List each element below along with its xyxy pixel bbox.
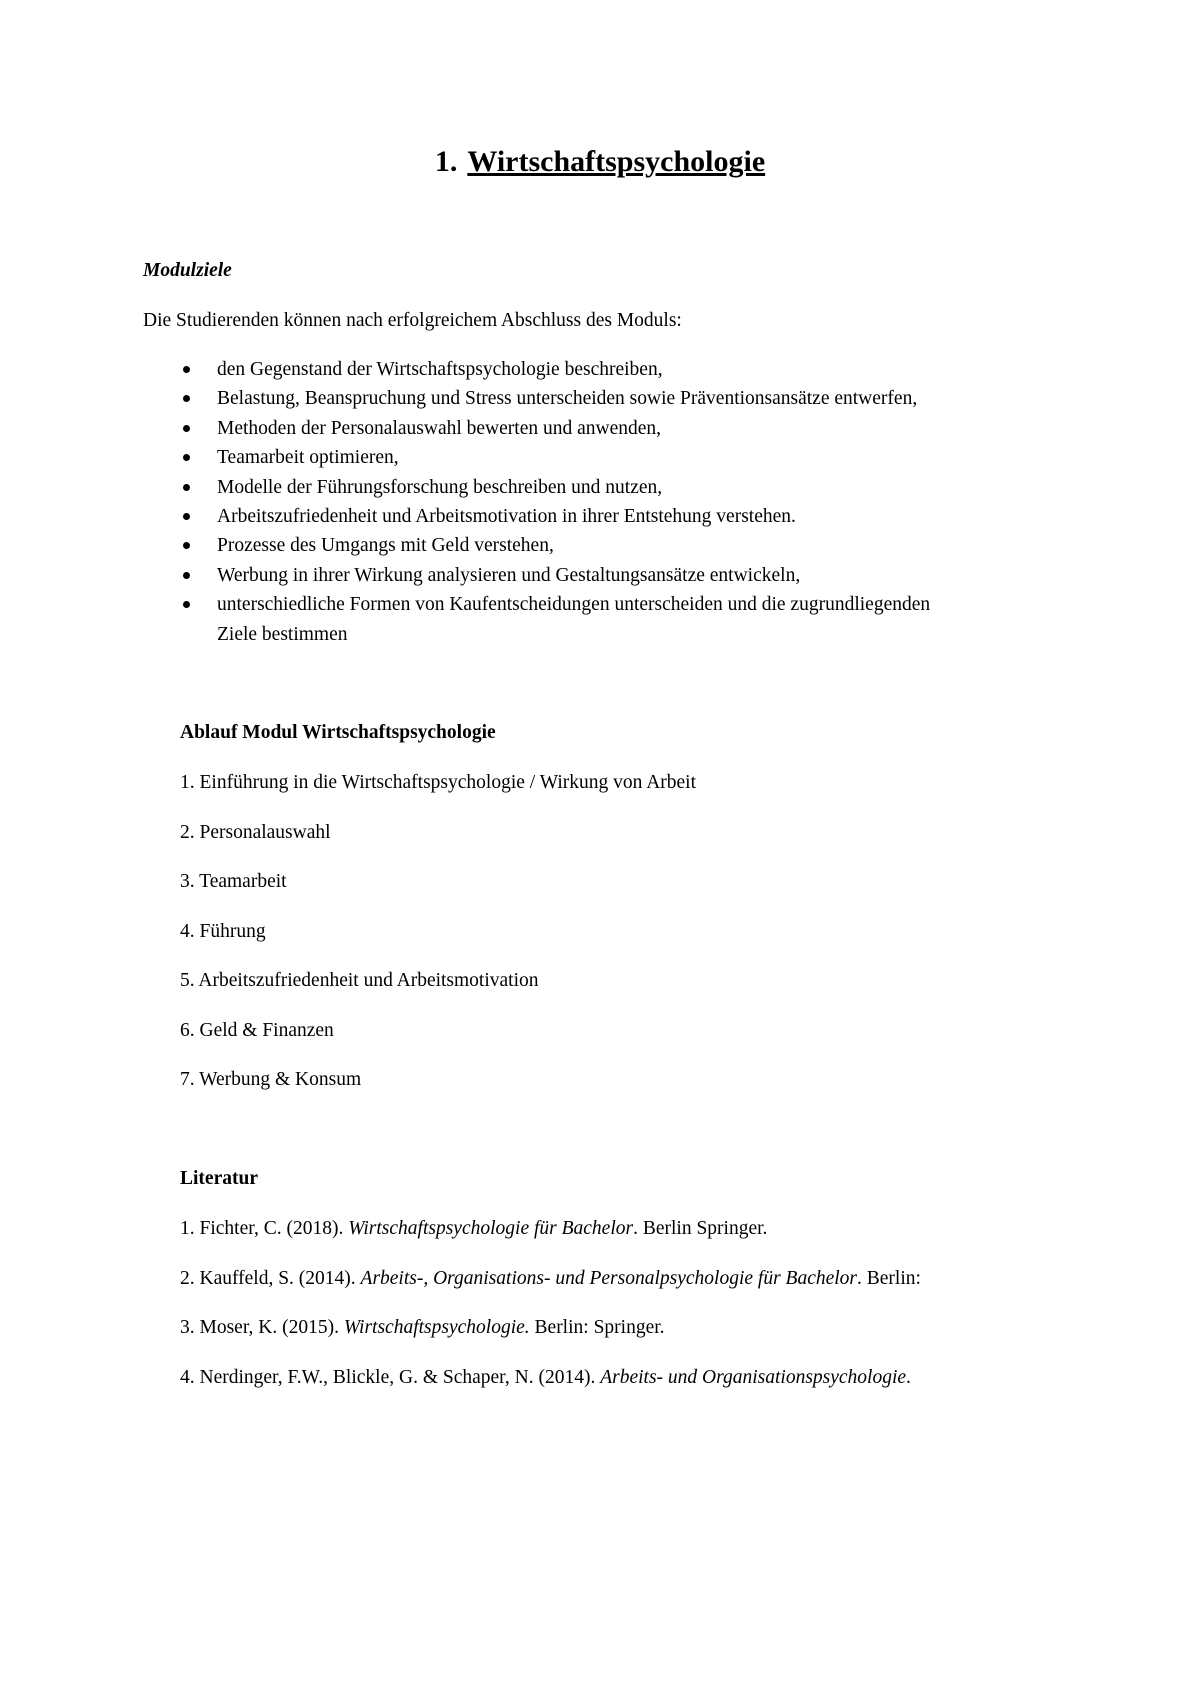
bullet-icon — [183, 366, 190, 373]
list-item-continuation: Ziele bestimmen — [217, 623, 348, 645]
list-item: Belastung, Beanspruchung und Stress unterscheiden sowie Präventionsansätze entwerfen, — [180, 384, 930, 413]
literature-entry: 1. Fichter, C. (2018). Wirtschaftspsychologie für Bachelor. Berlin Springer. — [180, 1218, 768, 1239]
list-item: den Gegenstand der Wirtschaftspsychologie beschreiben, — [180, 355, 930, 384]
modulziele-heading: Modulziele — [143, 260, 232, 281]
ablauf-list — [180, 770, 696, 1117]
title-text: Wirtschaftspsychologie — [467, 145, 766, 178]
literatur-list — [180, 1216, 921, 1414]
list-item: Methoden der Personalauswahl bewerten und anwenden, — [180, 414, 930, 443]
list-item: 7. Werbung & Konsum — [180, 1069, 362, 1090]
modulziele-intro: Die Studierenden können nach erfolgreichem Abschluss des Moduls: — [143, 310, 682, 331]
list-item: 2. Personalauswahl — [180, 821, 331, 843]
bullet-icon — [183, 542, 190, 549]
document-title — [0, 142, 1200, 182]
list-item: Arbeitszufriedenheit und Arbeitsmotivation in ihrer Entstehung verstehen. — [180, 502, 930, 531]
bullet-icon — [183, 395, 190, 402]
bullet-icon — [183, 425, 190, 432]
list-item: Teamarbeit optimieren, — [180, 443, 930, 472]
list-item: Prozesse des Umgangs mit Geld verstehen, — [180, 531, 930, 560]
list-item: 6. Geld & Finanzen — [180, 1019, 334, 1041]
literatur-heading: Literatur — [180, 1168, 258, 1189]
literature-entry: 4. Nerdinger, F.W., Blickle, G. & Schaper, N. (2014). Arbeits- und Organisationspsychologie. — [180, 1366, 911, 1388]
bullet-icon — [183, 572, 190, 579]
list-item: Werbung in ihrer Wirkung analysieren und Gestaltungsansätze entwickeln, — [180, 561, 930, 590]
literature-entry: 3. Moser, K. (2015). Wirtschaftspsychologie. Berlin: Springer. — [180, 1317, 665, 1338]
ablauf-heading: Ablauf Modul Wirtschaftspsychologie — [180, 722, 496, 743]
title-number: 1. — [434, 145, 458, 178]
list-item: 5. Arbeitszufriedenheit und Arbeitsmotivation — [180, 970, 539, 991]
modulziele-list — [180, 355, 930, 649]
literature-entry: 2. Kauffeld, S. (2014). Arbeits-, Organisations- und Personalpsychologie für Bachelor. Berlin: — [180, 1267, 921, 1289]
bullet-icon — [183, 454, 190, 461]
bullet-icon — [183, 601, 190, 608]
bullet-icon — [183, 513, 190, 520]
list-item: 3. Teamarbeit — [180, 871, 287, 892]
list-item: 4. Führung — [180, 920, 266, 942]
list-item: unterschiedliche Formen von Kaufentscheidungen unterscheiden und die zugrundliegenden — [180, 590, 930, 619]
list-item: Modelle der Führungsforschung beschreiben und nutzen, — [180, 473, 930, 502]
list-item: 1. Einführung in die Wirtschaftspsychologie / Wirkung von Arbeit — [180, 772, 697, 793]
bullet-icon — [183, 484, 190, 491]
